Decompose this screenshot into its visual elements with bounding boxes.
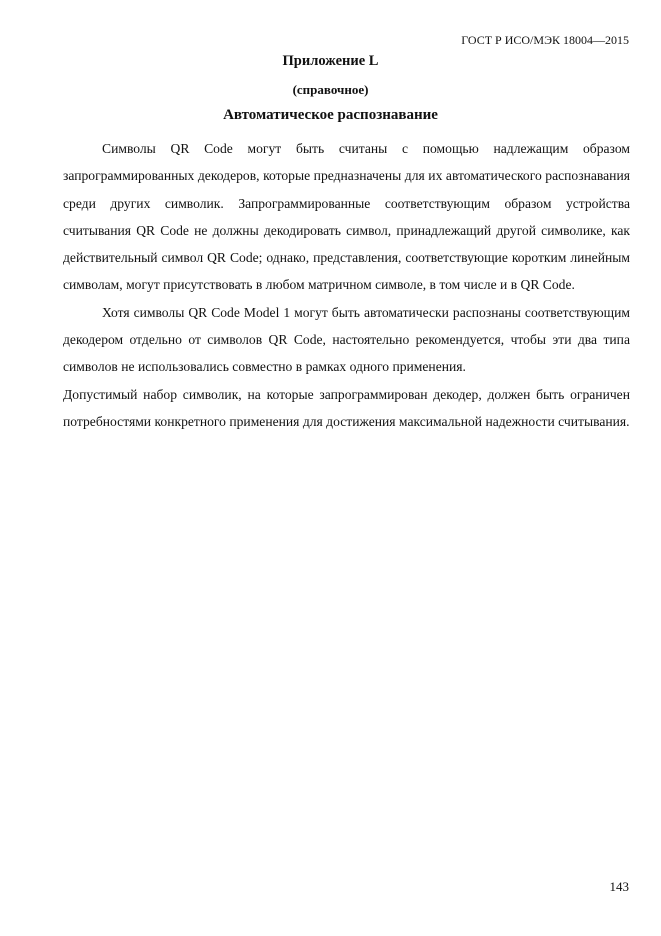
paragraph-2: Хотя символы QR Code Model 1 могут быть автоматически распознаны соответствующим декодером отдельно от символов QR Code, настоятельно рекомендуется, чтобы эти два типа символов не использовались совместно в рамках одного применения.	[63, 304, 630, 375]
body-text	[63, 135, 630, 435]
paragraph-1: Символы QR Code могут быть считаны с помощью надлежащим образом запрограммированных декодеров, которые предназначены для их автоматического распознавания среди других символик. Запрограммированные соответствующим образом устройства считывания QR Code не должны декодировать символ, принадлежащий другой символике, как действительный символ QR Code; однако, представления, соответствующие коротким линейным символам, могут присутствовать в любом матричном символе, в том числе и в QR Code.	[63, 141, 630, 293]
appendix-title: Приложение L	[282, 53, 379, 69]
page-number: 143	[609, 879, 629, 894]
appendix-subtitle: (справочное)	[292, 82, 369, 97]
paragraph-3: Допустимый набор символик, на которые запрограммирован декодер, должен быть ограничен потребностями конкретного применения для достижения максимальной надежности считывания.	[63, 386, 630, 429]
section-heading: Автоматическое распознавание	[223, 107, 438, 123]
standard-header: ГОСТ Р ИСО/МЭК 18004—2015	[461, 33, 629, 47]
